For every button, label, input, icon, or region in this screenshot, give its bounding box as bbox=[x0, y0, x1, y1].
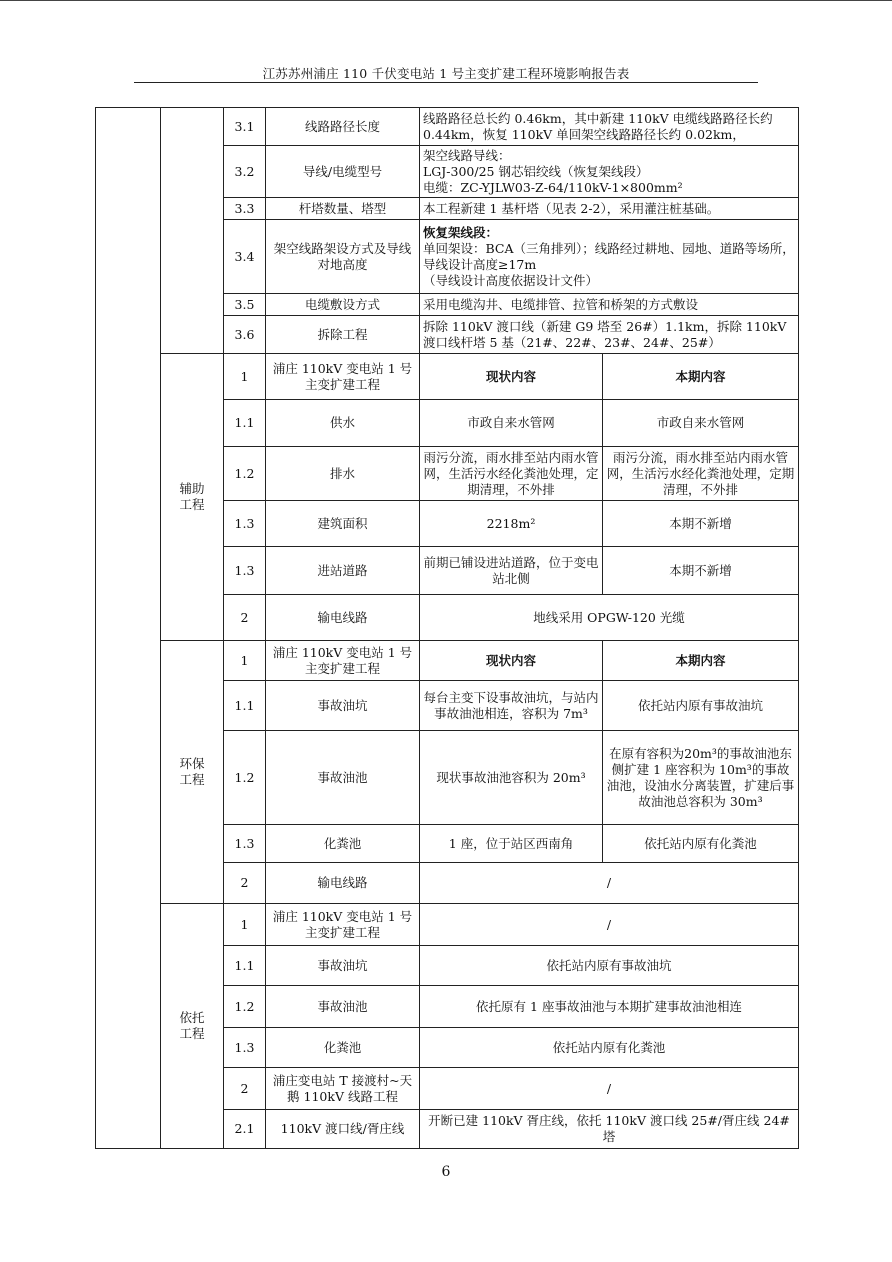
category-env: 环保工程 bbox=[161, 641, 224, 904]
row-item: 供水 bbox=[266, 400, 420, 447]
row-merged-content: 地线采用 OPGW-120 光缆 bbox=[420, 595, 799, 641]
row-item: 输电线路 bbox=[266, 863, 420, 904]
current-content: 2218m² bbox=[420, 501, 603, 547]
document-header-title: 江苏苏州浦庄 110 千伏变电站 1 号主变扩建工程环境影响报告表 bbox=[262, 66, 630, 81]
page-top-border bbox=[0, 0, 892, 1]
content-line: 单回架设：BCA（三角排列）；线路经过耕地、园地、道路等场所，导线设计高度≥17m bbox=[423, 240, 795, 272]
row-content bbox=[420, 294, 799, 316]
content-line: 本工程新建 1 基杆塔（见表 2-2），采用灌注桩基础。 bbox=[423, 200, 720, 216]
row-merged-content: / bbox=[420, 863, 799, 904]
current-content: 每台主变下设事故油坑，与站内事故油池相连，容积为 7m³ bbox=[420, 681, 603, 731]
row-number: 3.5 bbox=[224, 294, 266, 316]
row-number: 3.2 bbox=[224, 146, 266, 198]
row-content bbox=[420, 146, 799, 198]
content-heading: 恢复架线段： bbox=[423, 224, 499, 240]
planned-content-header: 本期内容 bbox=[603, 641, 799, 681]
blank-left-column bbox=[96, 108, 161, 1149]
planned-content: 雨污分流，雨水排至站内雨水管网，生活污水经化粪池处理，定期清理，不外排 bbox=[603, 447, 799, 501]
row-content bbox=[420, 108, 799, 146]
row-number: 1 bbox=[224, 904, 266, 946]
row-item: 事故油坑 bbox=[266, 681, 420, 731]
planned-content: 本期不新增 bbox=[603, 547, 799, 595]
planned-content: 依托站内原有化粪池 bbox=[603, 825, 799, 863]
row-merged-content: 依托站内原有事故油坑 bbox=[420, 946, 799, 986]
row-item: 输电线路 bbox=[266, 595, 420, 641]
row-content bbox=[420, 220, 799, 294]
row-item: 事故油池 bbox=[266, 731, 420, 825]
planned-content: 依托站内原有事故油坑 bbox=[603, 681, 799, 731]
planned-content: 本期不新增 bbox=[603, 501, 799, 547]
row-number: 1.3 bbox=[224, 501, 266, 547]
current-content: 前期已铺设进站道路，位于变电站北侧 bbox=[420, 547, 603, 595]
row-item: 拆除工程 bbox=[266, 316, 420, 354]
row-item: 浦庄 110kV 变电站 1 号主变扩建工程 bbox=[266, 354, 420, 400]
current-content: 雨污分流，雨水排至站内雨水管网，生活污水经化粪池处理，定期清理，不外排 bbox=[420, 447, 603, 501]
project-composition-table bbox=[95, 107, 799, 1149]
row-item: 事故油池 bbox=[266, 986, 420, 1028]
row-item: 导线/电缆型号 bbox=[266, 146, 420, 198]
content-line: 电缆：ZC-YJLW03-Z-64/110kV-1×800mm² bbox=[423, 179, 683, 195]
current-content: 市政自来水管网 bbox=[420, 400, 603, 447]
current-content-header: 现状内容 bbox=[420, 354, 603, 400]
row-number: 1.2 bbox=[224, 731, 266, 825]
planned-content-header: 本期内容 bbox=[603, 354, 799, 400]
current-content-header: 现状内容 bbox=[420, 641, 603, 681]
category-dep: 依托工程 bbox=[161, 904, 224, 1149]
row-content bbox=[420, 316, 799, 354]
row-item: 化粪池 bbox=[266, 1028, 420, 1068]
row-item: 排水 bbox=[266, 447, 420, 501]
row-item: 架空线路架设方式及导线对地高度 bbox=[266, 220, 420, 294]
row-number: 1.3 bbox=[224, 825, 266, 863]
header-divider bbox=[134, 82, 758, 83]
row-number: 1 bbox=[224, 641, 266, 681]
blank-category-cell bbox=[161, 108, 224, 354]
row-number: 2 bbox=[224, 1068, 266, 1110]
row-item: 浦庄 110kV 变电站 1 号主变扩建工程 bbox=[266, 641, 420, 681]
page-number: 6 bbox=[441, 1164, 451, 1180]
row-number: 3.4 bbox=[224, 220, 266, 294]
row-item: 进站道路 bbox=[266, 547, 420, 595]
row-item: 化粪池 bbox=[266, 825, 420, 863]
content-line: 架空线路导线： bbox=[423, 147, 511, 163]
row-number: 3.6 bbox=[224, 316, 266, 354]
row-number: 1.1 bbox=[224, 400, 266, 447]
row-item: 杆塔数量、塔型 bbox=[266, 198, 420, 220]
row-item: 电缆敷设方式 bbox=[266, 294, 420, 316]
row-number: 1.2 bbox=[224, 447, 266, 501]
content-line: LGJ-300/25 钢芯铝绞线（恢复架线段） bbox=[423, 163, 649, 179]
row-merged-content: / bbox=[420, 904, 799, 946]
row-item: 浦庄变电站 T 接渡村~天鹅 110kV 线路工程 bbox=[266, 1068, 420, 1110]
row-content bbox=[420, 198, 799, 220]
row-number: 3.3 bbox=[224, 198, 266, 220]
row-item: 浦庄 110kV 变电站 1 号主变扩建工程 bbox=[266, 904, 420, 946]
content-line: 线路路径总长约 0.46km，其中新建 110kV 电缆线路路径长约 0.44km，恢复 110kV 单回架空线路路径长约 0.02km， bbox=[423, 110, 773, 142]
content-line: 拆除 110kV 渡口线（新建 G9 塔至 26#）1.1km，拆除 110kV 渡口线杆塔 5 基（21#、22#、23#、24#、25#） bbox=[423, 318, 787, 350]
row-item: 事故油坑 bbox=[266, 946, 420, 986]
row-number: 1.1 bbox=[224, 946, 266, 986]
row-number: 1.3 bbox=[224, 1028, 266, 1068]
row-merged-content: 依托原有 1 座事故油池与本期扩建事故油池相连 bbox=[420, 986, 799, 1028]
row-number: 1.3 bbox=[224, 547, 266, 595]
planned-content: 市政自来水管网 bbox=[603, 400, 799, 447]
row-number: 1.1 bbox=[224, 681, 266, 731]
row-item: 建筑面积 bbox=[266, 501, 420, 547]
current-content: 现状事故油池容积为 20m³ bbox=[420, 731, 603, 825]
row-number: 1.2 bbox=[224, 986, 266, 1028]
row-item: 线路路径长度 bbox=[266, 108, 420, 146]
content-line: 采用电缆沟井、电缆排管、拉管和桥架的方式敷设 bbox=[423, 296, 699, 312]
row-number: 3.1 bbox=[224, 108, 266, 146]
row-merged-content: / bbox=[420, 1068, 799, 1110]
row-merged-content: 开断已建 110kV 胥庄线，依托 110kV 渡口线 25#/胥庄线 24#塔 bbox=[420, 1110, 799, 1149]
row-number: 1 bbox=[224, 354, 266, 400]
row-merged-content: 依托站内原有化粪池 bbox=[420, 1028, 799, 1068]
current-content: 1 座，位于站区西南角 bbox=[420, 825, 603, 863]
row-number: 2 bbox=[224, 863, 266, 904]
planned-content: 在原有容积为20m³的事故油池东侧扩建 1 座容积为 10m³的事故油池，设油水分离装置，扩建后事故油池总容积为 30m³ bbox=[603, 731, 799, 825]
row-item: 110kV 渡口线/胥庄线 bbox=[266, 1110, 420, 1149]
category-aux: 辅助工程 bbox=[161, 354, 224, 641]
row-number: 2 bbox=[224, 595, 266, 641]
content-line: （导线设计高度依据设计文件） bbox=[423, 272, 599, 288]
row-number: 2.1 bbox=[224, 1110, 266, 1149]
table-body bbox=[96, 108, 799, 1149]
